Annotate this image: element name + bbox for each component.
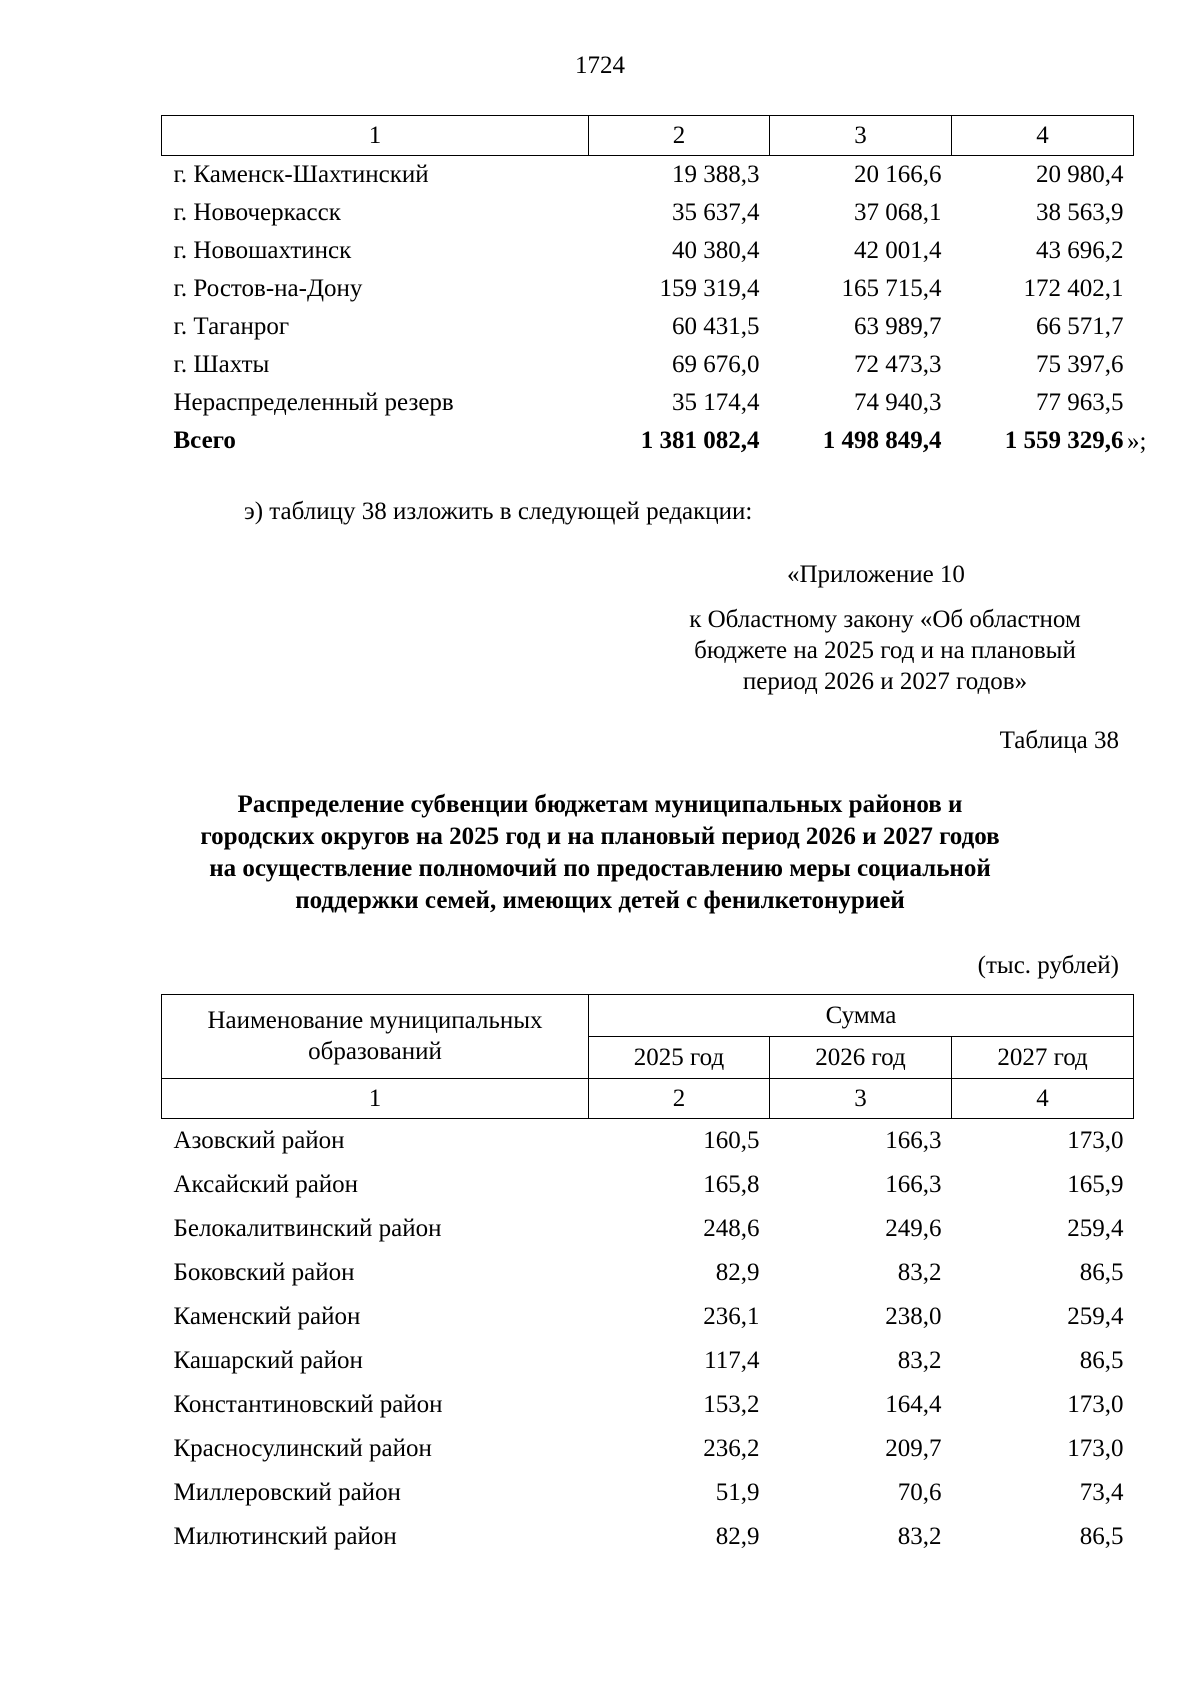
value-2027: 20 980,4 bbox=[1036, 161, 1124, 188]
value-2025: 82,9 bbox=[715, 1523, 760, 1550]
title-line: на осуществление полномочий по предоставлению меры социальной bbox=[209, 855, 991, 882]
value-2027: 173,0 bbox=[1067, 1435, 1124, 1462]
value-2027: 165,9 bbox=[1067, 1171, 1124, 1198]
table-row bbox=[162, 1251, 1134, 1295]
value-2026: 249,6 bbox=[885, 1215, 942, 1242]
row-name: Каменский район bbox=[173, 1303, 361, 1330]
value-2025: 153,2 bbox=[703, 1391, 760, 1418]
column-number: 4 bbox=[952, 1079, 1134, 1119]
row-name: г. Таганрог bbox=[173, 313, 290, 340]
table-number: Таблица 38 bbox=[999, 727, 1119, 754]
value-2025: 35 174,4 bbox=[672, 389, 760, 416]
value-2025: 40 380,4 bbox=[672, 237, 760, 264]
table-row bbox=[162, 1163, 1134, 1207]
column-number-header-row bbox=[162, 116, 1134, 156]
year-header: 2026 год bbox=[770, 1037, 952, 1079]
value-2025: 82,9 bbox=[715, 1259, 760, 1286]
row-name: Константиновский район bbox=[173, 1391, 443, 1418]
total-2026: 1 498 849,4 bbox=[822, 427, 942, 454]
column-number: 4 bbox=[952, 116, 1134, 156]
value-2026: 209,7 bbox=[885, 1435, 942, 1462]
law-line: к Областному закону «Об областном bbox=[689, 606, 1081, 633]
page-number: 1724 bbox=[575, 52, 625, 79]
header-row bbox=[162, 995, 1134, 1037]
value-2026: 166,3 bbox=[885, 1171, 942, 1198]
table-row bbox=[162, 1383, 1134, 1427]
row-name: Белокалитвинский район bbox=[173, 1215, 442, 1242]
total-2027: 1 559 329,6 bbox=[1004, 427, 1124, 454]
table-row bbox=[162, 1427, 1134, 1471]
value-2027: 173,0 bbox=[1067, 1127, 1124, 1154]
appendix-law-reference bbox=[640, 604, 1130, 697]
table-row bbox=[162, 1119, 1134, 1164]
table-row bbox=[162, 1339, 1134, 1383]
value-2026: 42 001,4 bbox=[854, 237, 942, 264]
value-2027: 259,4 bbox=[1067, 1303, 1124, 1330]
column-number: 3 bbox=[770, 1079, 952, 1119]
appendix-label: «Приложение 10 bbox=[787, 561, 965, 588]
value-2027: 43 696,2 bbox=[1036, 237, 1124, 264]
year-header: 2027 год bbox=[952, 1037, 1134, 1079]
row-name: Боковский район bbox=[173, 1259, 355, 1286]
value-2025: 51,9 bbox=[715, 1479, 760, 1506]
header-line: образований bbox=[308, 1038, 442, 1065]
row-name: г. Новошахтинск bbox=[173, 237, 352, 264]
value-2025: 159 319,4 bbox=[659, 275, 760, 302]
amendment-instruction: э) таблицу 38 изложить в следующей редакции: bbox=[244, 498, 753, 525]
units-label: (тыс. рублей) bbox=[977, 952, 1119, 979]
row-name: г. Шахты bbox=[173, 351, 270, 378]
value-2027: 75 397,6 bbox=[1036, 351, 1124, 378]
table-row bbox=[162, 384, 1134, 422]
value-2026: 37 068,1 bbox=[854, 199, 942, 226]
row-name: г. Новочеркасск bbox=[173, 199, 341, 226]
value-2027: 172 402,1 bbox=[1023, 275, 1124, 302]
value-2025: 69 676,0 bbox=[672, 351, 760, 378]
value-2027: 73,4 bbox=[1079, 1479, 1124, 1506]
table-row bbox=[162, 1471, 1134, 1515]
row-name: Нераспределенный резерв bbox=[173, 389, 454, 416]
title-line: Распределение субвенции бюджетам муниципальных районов и bbox=[237, 791, 963, 818]
row-name: г. Ростов-на-Дону bbox=[173, 275, 363, 302]
value-2027: 38 563,9 bbox=[1036, 199, 1124, 226]
table-row bbox=[162, 156, 1134, 195]
row-name: Азовский район bbox=[173, 1127, 345, 1154]
table-row bbox=[162, 1207, 1134, 1251]
value-2027: 86,5 bbox=[1079, 1347, 1124, 1374]
table-title bbox=[150, 789, 1050, 917]
value-2026: 63 989,7 bbox=[854, 313, 942, 340]
value-2027: 86,5 bbox=[1079, 1523, 1124, 1550]
row-name: Миллеровский район bbox=[173, 1479, 401, 1506]
row-name: г. Каменск-Шахтинский bbox=[173, 161, 429, 188]
value-2027: 66 571,7 bbox=[1036, 313, 1124, 340]
value-2025: 60 431,5 bbox=[672, 313, 760, 340]
column-number: 1 bbox=[162, 1079, 589, 1119]
municipality-column-header bbox=[162, 995, 589, 1079]
title-line: поддержки семей, имеющих детей с фенилкетонурией bbox=[295, 887, 905, 914]
value-2027: 259,4 bbox=[1067, 1215, 1124, 1242]
value-2026: 70,6 bbox=[897, 1479, 942, 1506]
value-2027: 173,0 bbox=[1067, 1391, 1124, 1418]
total-2025: 1 381 082,4 bbox=[640, 427, 760, 454]
value-2026: 83,2 bbox=[897, 1259, 942, 1286]
table-row bbox=[162, 194, 1134, 232]
row-name: Кашарский район bbox=[173, 1347, 363, 1374]
table-row bbox=[162, 232, 1134, 270]
row-name: Милютинский район bbox=[173, 1523, 397, 1550]
table-row bbox=[162, 1295, 1134, 1339]
sum-column-header: Сумма bbox=[589, 995, 1134, 1037]
value-2027: 86,5 bbox=[1079, 1259, 1124, 1286]
header-line: Наименование муниципальных bbox=[207, 1007, 543, 1034]
value-2026: 83,2 bbox=[897, 1523, 942, 1550]
table-row bbox=[162, 346, 1134, 384]
value-2026: 74 940,3 bbox=[854, 389, 942, 416]
value-2026: 165 715,4 bbox=[841, 275, 942, 302]
value-2025: 160,5 bbox=[703, 1127, 760, 1154]
column-number: 2 bbox=[589, 116, 770, 156]
table-row bbox=[162, 270, 1134, 308]
value-2025: 236,2 bbox=[703, 1435, 760, 1462]
continuation-table bbox=[161, 115, 1134, 460]
value-2025: 248,6 bbox=[703, 1215, 760, 1242]
subvention-table bbox=[161, 994, 1134, 1559]
column-number: 1 bbox=[162, 116, 589, 156]
table-row bbox=[162, 308, 1134, 346]
total-row bbox=[162, 422, 1134, 460]
value-2025: 236,1 bbox=[703, 1303, 760, 1330]
title-line: городских округов на 2025 год и на плановый период 2026 и 2027 годов bbox=[200, 823, 1000, 850]
law-line: бюджете на 2025 год и на плановый bbox=[694, 637, 1076, 664]
column-number-header-row bbox=[162, 1079, 1134, 1119]
value-2026: 20 166,6 bbox=[854, 161, 942, 188]
value-2026: 72 473,3 bbox=[854, 351, 942, 378]
value-2025: 19 388,3 bbox=[672, 161, 760, 188]
column-number: 3 bbox=[770, 116, 952, 156]
row-name: Красносулинский район bbox=[173, 1435, 432, 1462]
value-2025: 165,8 bbox=[703, 1171, 760, 1198]
value-2026: 164,4 bbox=[885, 1391, 942, 1418]
year-header: 2025 год bbox=[589, 1037, 770, 1079]
value-2025: 35 637,4 bbox=[672, 199, 760, 226]
value-2026: 83,2 bbox=[897, 1347, 942, 1374]
value-2027: 77 963,5 bbox=[1036, 389, 1124, 416]
total-label: Всего bbox=[173, 427, 236, 454]
value-2026: 238,0 bbox=[885, 1303, 942, 1330]
column-number: 2 bbox=[589, 1079, 770, 1119]
row-name: Аксайский район bbox=[173, 1171, 359, 1198]
table-row bbox=[162, 1515, 1134, 1559]
law-line: период 2026 и 2027 годов» bbox=[742, 668, 1028, 695]
value-2025: 117,4 bbox=[704, 1347, 760, 1374]
closing-quote-suffix: »; bbox=[1127, 428, 1147, 455]
value-2026: 166,3 bbox=[885, 1127, 942, 1154]
